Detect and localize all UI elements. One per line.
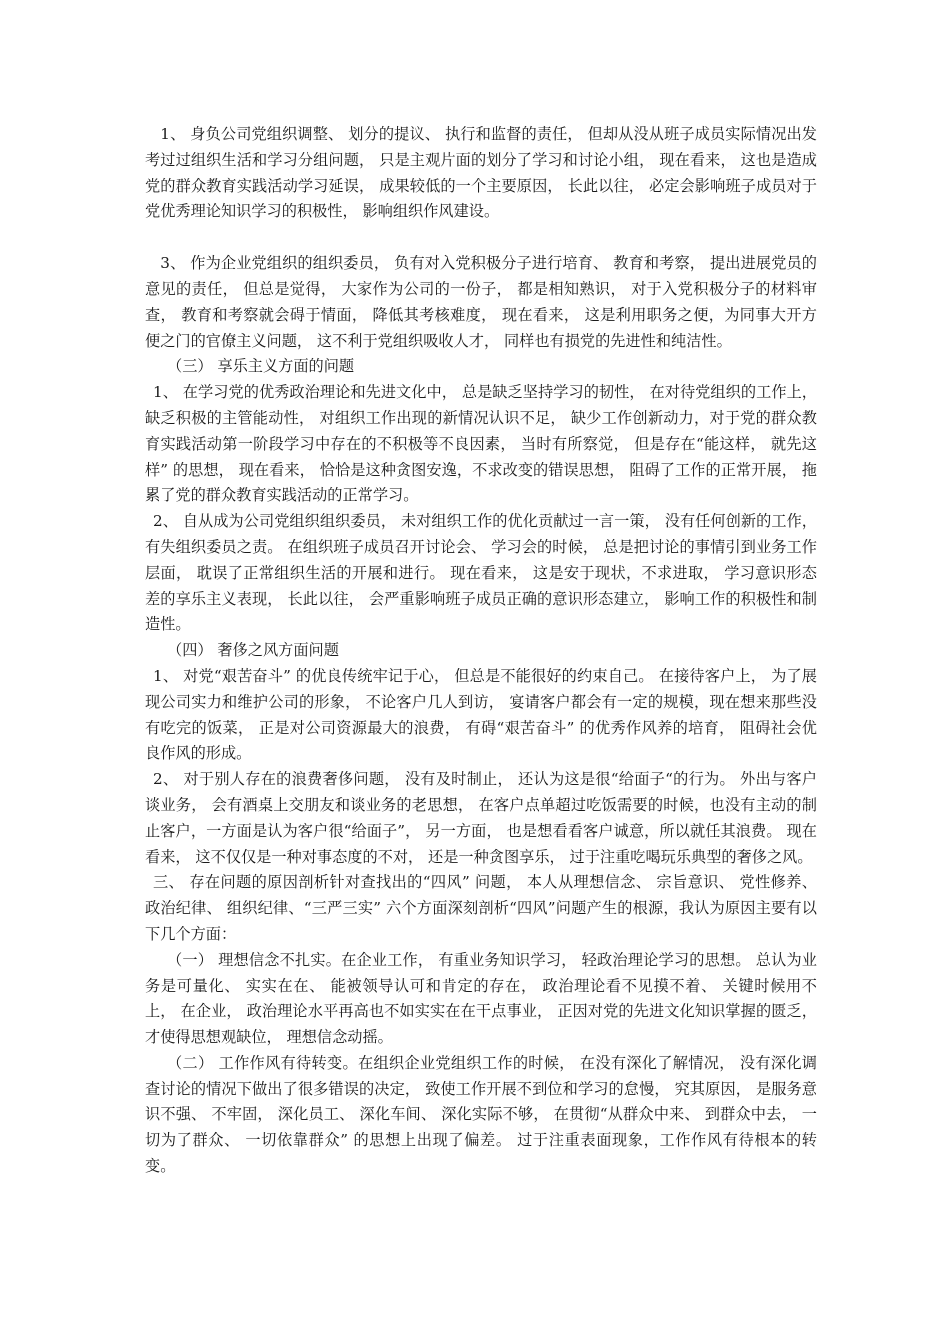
paragraph-hedonism-2: 2、 自从成为公司党组织组织委员， 未对组织工作的优化贡献过一言一策， 没有任何创新的工作， 有失组织委员之责。 在组织班子成员召开讨论会、 学习会的时候， 总是把讨论的事情引到业务工作层面， 耽误了正常组织生活的开展和进行。 现在看来， 这是安于现状，不求进取， 学习意识形态差的享乐主义表现， 长此以往， 会严重影响班子成员正确的意识形态建立， 影响工作的积极性和制造性。 xyxy=(145,512,822,634)
paragraph-extravagance-1: 1、 对党“艰苦奋斗” 的优良传统牢记于心， 但总是不能很好的约束自己。 在接待客户上， 为了展现公司实力和维护公司的形象， 不论客户几人到访， 宴请客户都会有一定的规模，现在想来那些没有吃完的饭菜， 正是对公司资源最大的浪费， 有碍“艰苦奋斗” 的优秀作风养的培育， 阻碍社会优良作风的形成。 xyxy=(145,666,817,763)
paragraph-responsibility-grouping: 1、 身负公司党组织调整、 划分的提议、 执行和监督的责任， 但却从没从班子成员实际情况出发考过过组织生活和学习分组问题， 只是主观片面的划分了学习和讨论小组， 现在看来， 这也是造成党的群众教育实践活动学习延误， 成果较低的一个主要原因， 长此以往， 必定会影响班子成员对于党优秀理论知识学习的积极性， 影响组织作风建设。 xyxy=(145,125,817,221)
document-body xyxy=(145,122,822,1180)
paragraph-work-style: （二） 工作作风有待转变。在组织企业党组织工作的时候， 在没有深化了解情况， 没有深化调查讨论的情况下做出了很多错误的决定， 致使工作开展不到位和学习的怠慢， 究其原因， 是服务意识不强、 不牢固， 深化员工、 深化车间、 深化实际不够， 在贯彻“从群众中来、 到群众中去， 一切为了群众、 一切依靠群众” 的思想上出现了偏差。 过于注重表面现象，工作作风有待根本的转变。 xyxy=(145,1053,817,1176)
paragraph-organization-member: 3、 作为企业党组织的组织委员， 负有对入党积极分子进行培育、 教育和考察， 提出进展党员的意见的责任， 但总是觉得， 大家作为公司的一份子， 都是相知熟识， 对于入党积极分子的材料审查， 教育和考察就会碍于情面， 降低其考核难度， 现在看来， 这是利用职务之便，为同事大开方便之门的官僚主义问题， 这不利于党组织吸收人才， 同样也有损党的先进性和纯洁性。 xyxy=(145,254,817,350)
paragraph-hedonism-1: 1、 在学习党的优秀政治理论和先进文化中， 总是缺乏坚持学习的韧性， 在对待党组织的工作上， 缺乏积极的主管能动性， 对组织工作出现的新情况认识不足， 缺少工作创新动力，对于党的群众教育实践活动第一阶段学习中存在的不积极等不良因素， 当时有所察觉， 但是存在“能这样， 就先这样” 的思想， 现在看来， 恰恰是这种贪图安逸，不求改变的错误思想， 阻碍了工作的正常开展， 拖累了党的群众教育实践活动的正常学习。 xyxy=(145,383,822,505)
paragraph-ideals-beliefs: （一） 理想信念不扎实。在企业工作， 有重业务知识学习， 轻政治理论学习的思想。 总认为业务是可量化、 实实在在、 能被领导认可和肯定的存在， 政治理论看不见摸不着、 关键时候用不上， 在企业， 政治理论水平再高也不如实实在在干点事业， 正因对党的先进文化知识掌握的匮乏， 才使得思想观缺位， 理想信念动摇。 xyxy=(145,950,822,1047)
paragraph-extravagance-2: 2、 对于别人存在的浪费奢侈问题， 没有及时制止， 还认为这是很“给面子“的行为。 外出与客户谈业务， 会有酒桌上交朋友和谈业务的老思想， 在客户点单超过吃饭需要的时候，也没有主动的制止客户，一方面是认为客户很“给面子”， 另一方面， 也是想看看客户诚意，所以就任其浪费。 现在看来， 这不仅仅是一种对事态度的不对， 还是一种贪图享乐， 过于注重吃喝玩乐典型的奢侈之风。 xyxy=(145,770,817,866)
section-heading-hedonism: （三） 享乐主义方面的问题 xyxy=(167,357,355,376)
section-heading-extravagance: （四） 奢侈之风方面问题 xyxy=(167,641,339,660)
paragraph-cause-analysis: 三、 存在问题的原因剖析针对查找出的“四风” 问题， 本人从理想信念、 宗旨意识、 党性修养、 政治纪律、 组织纪律、“三严三实” 六个方面深刻剖析“四风”问题产生的根源，我认为原因主要有以下几个方面： xyxy=(145,873,822,943)
paragraph-gap xyxy=(145,225,817,251)
